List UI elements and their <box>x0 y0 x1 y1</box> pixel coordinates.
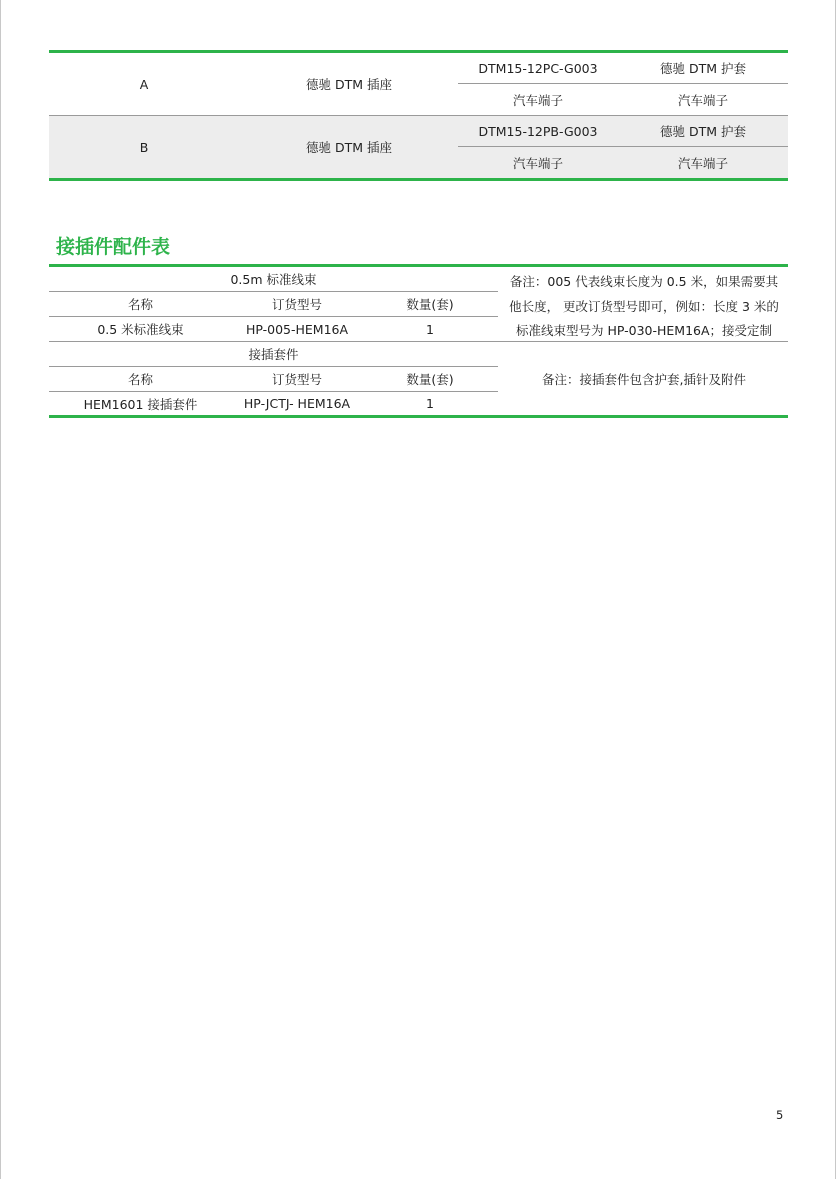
terminal-label: 汽车端子 <box>677 92 728 108</box>
socket-label: 德驰 DTM 插座 <box>306 77 392 92</box>
note-line: 备注：005 代表线束长度为 0.5 米，如果需要其 <box>509 274 779 289</box>
harness-heading: 0.5m 标准线束 <box>230 272 317 287</box>
note-line: 他长度， 更改订货型号即可，例如：长度 3 米的 <box>509 298 779 314</box>
item-quantity: 1 <box>426 321 434 337</box>
column-header-name: 名称 <box>127 372 153 387</box>
variant-label: A <box>139 76 149 92</box>
column-header-order: 订货型号 <box>271 372 322 387</box>
note-line: 标准线束型号为 HP-030-HEM16A；接受定制 <box>515 323 773 338</box>
cover-label: 德驰 DTM 护套 <box>660 124 746 139</box>
table-bottom-rule <box>49 178 788 181</box>
column-header-order: 订货型号 <box>271 297 322 312</box>
terminal-label: 汽车端子 <box>512 92 563 108</box>
column-header-name: 名称 <box>127 297 153 312</box>
kit-heading: 接插套件 <box>248 347 299 362</box>
item-order-number: HP-005-HEM16A <box>245 321 349 337</box>
page-number: 5 <box>776 1108 784 1122</box>
item-quantity: 1 <box>426 396 434 411</box>
terminal-label: 汽车端子 <box>512 155 563 171</box>
kit-note: 备注：接插套件包含护套,插针及附件 <box>542 371 746 387</box>
item-name: HEM1601 接插套件 <box>83 396 198 412</box>
socket-label: 德驰 DTM 插座 <box>306 140 392 155</box>
page-edge-left <box>0 0 1 1179</box>
item-order-number: HP-JCTJ- HEM16A <box>243 396 351 411</box>
cover-label: 德驰 DTM 护套 <box>660 61 746 76</box>
section-title: 接插件配件表 <box>56 236 171 258</box>
part-number: DTM15-12PC-G003 <box>478 60 598 76</box>
terminal-label: 汽车端子 <box>677 155 728 171</box>
part-number: DTM15-12PB-G003 <box>478 123 598 139</box>
item-name: 0.5 米标准线束 <box>97 322 184 337</box>
column-header-qty: 数量(套) <box>406 297 454 312</box>
column-header-qty: 数量(套) <box>406 372 454 387</box>
harness-note <box>504 270 784 344</box>
variant-label: B <box>139 139 149 155</box>
accessory-bottom-rule <box>49 415 788 418</box>
